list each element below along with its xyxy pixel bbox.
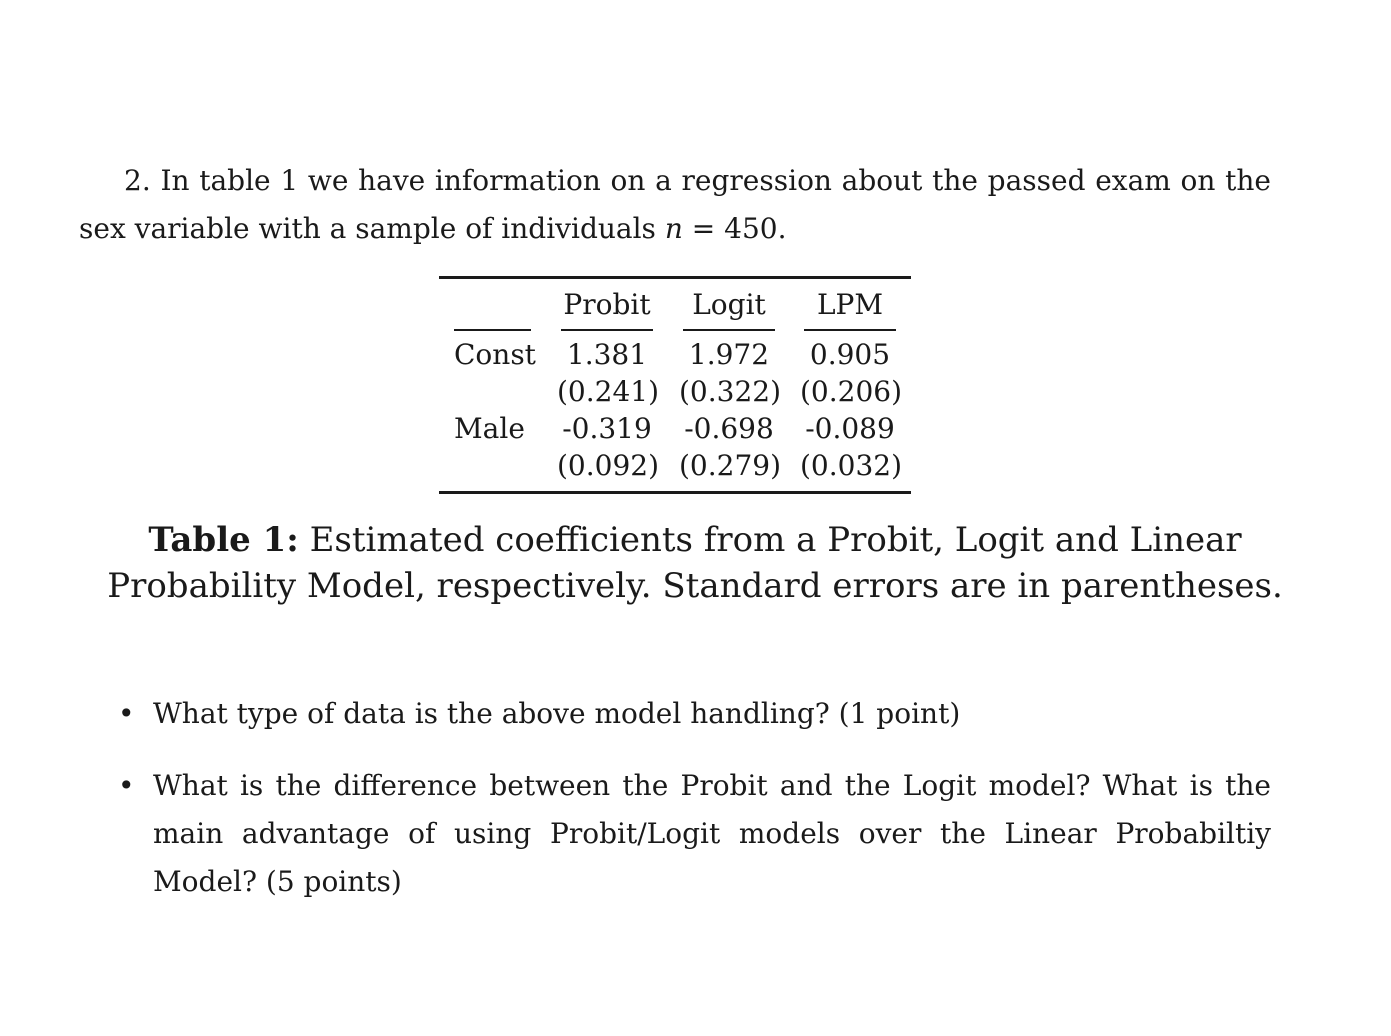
- question-text: What is the difference between the Probit and the Logit model? What is the main advantage of using Probit/Logit models over the Linear Probabiltiy Model? (5 points): [153, 769, 1271, 898]
- const-lpm-se: (0.206): [800, 375, 903, 408]
- column-rule-logit: [683, 329, 775, 331]
- male-logit-se: (0.279): [679, 449, 782, 482]
- caption-text: Estimated coefficients from a Probit, Logit and Linear Probability Model, respectively. Standard errors are in parentheses.: [107, 520, 1283, 606]
- column-header-logit: Logit: [692, 288, 766, 321]
- row-label-male: Male: [454, 412, 525, 445]
- problem-number: 2.: [124, 164, 151, 197]
- column-rule-lpm: [804, 329, 896, 331]
- const-lpm-coef: 0.905: [809, 338, 891, 371]
- table-caption: [100, 517, 1290, 609]
- caption-label: Table 1:: [148, 520, 299, 560]
- row-label-const: Const: [454, 338, 536, 371]
- sample-size-variable: n: [664, 212, 683, 245]
- problem-text: In table 1 we have information on a regression about the passed exam on the sex variable with a sample of individuals: [79, 164, 1271, 245]
- const-logit-se: (0.322): [679, 375, 782, 408]
- column-rule-probit: [561, 329, 653, 331]
- question-list: [118, 690, 1271, 930]
- regression-table: [439, 276, 911, 494]
- male-probit-se: (0.092): [557, 449, 660, 482]
- bullet-icon: •: [118, 697, 135, 730]
- const-probit-se: (0.241): [557, 375, 660, 408]
- table-bottom-rule: [439, 491, 911, 494]
- const-probit-coef: 1.381: [566, 338, 648, 371]
- const-logit-coef: 1.972: [688, 338, 770, 371]
- male-logit-coef: -0.698: [684, 412, 774, 445]
- table-top-rule: [439, 276, 911, 279]
- question-text: What type of data is the above model handling? (1 point): [153, 697, 961, 730]
- sample-size-value: = 450.: [691, 212, 787, 245]
- column-header-lpm: LPM: [816, 288, 884, 321]
- list-item: [118, 762, 1271, 906]
- bullet-icon: •: [118, 769, 135, 802]
- column-header-probit: Probit: [563, 288, 651, 321]
- male-probit-coef: -0.319: [562, 412, 652, 445]
- male-lpm-se: (0.032): [800, 449, 903, 482]
- column-rule-label: [454, 329, 531, 331]
- problem-statement: [79, 157, 1271, 253]
- male-lpm-coef: -0.089: [805, 412, 895, 445]
- list-item: [118, 690, 1271, 738]
